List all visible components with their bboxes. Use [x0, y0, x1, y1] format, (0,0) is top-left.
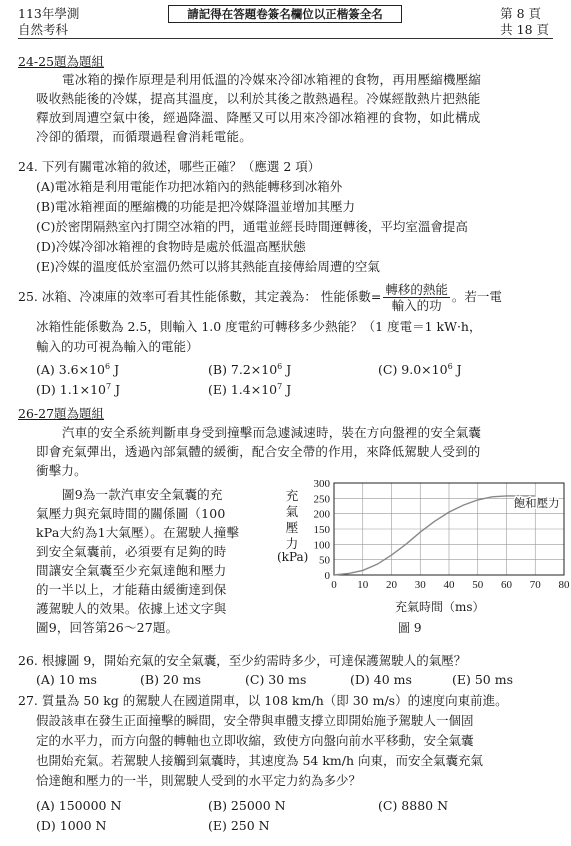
- y-label-char: 氣: [285, 504, 299, 519]
- header-rule: [18, 38, 553, 39]
- passage-line: 電冰箱的操作原理是利用低溫的冷媒來冷卻冰箱裡的食物，再用壓縮機壓縮: [62, 72, 482, 87]
- y-tick-label: 300: [313, 478, 330, 490]
- q25-line-2: 冰箱性能係數為 2.5，則輸入 1.0 度電約可轉移多少熱能？（1 度電＝1 kW·h，: [36, 319, 482, 334]
- q26-option-e: (E) 50 ms: [452, 672, 513, 687]
- signature-reminder-box: 請記得在答題卷簽名欄位以正楷簽全名: [168, 5, 402, 23]
- page-current: 第 8 頁: [500, 6, 542, 21]
- question-27-line-4: 也開始充氣。若駕駛人接觸到氣囊時，其速度為 54 km/h 向東，而安全氣囊充氣: [36, 753, 484, 768]
- x-tick-label: 20: [386, 579, 397, 591]
- q26-option-d: (D) 40 ms: [350, 672, 412, 687]
- x-tick-label: 70: [529, 579, 541, 591]
- passage-refrigerator: [36, 70, 552, 146]
- q24-option-c: (C)於密閉隔熱室內打開空冰箱的門，通電並經長時間運轉後，平均室溫會提高: [36, 219, 468, 234]
- efficiency-fraction: [383, 282, 450, 313]
- q24-option-b: (B)電冰箱裡面的壓縮機的功能是把冷媒降溫並增加其壓力: [36, 199, 355, 214]
- y-tick-label: 200: [313, 508, 330, 521]
- page-number: [500, 6, 549, 38]
- y-label-char: 壓: [285, 520, 299, 535]
- side-text-line: 護駕駛人的效果。依據上述文字與: [36, 601, 227, 616]
- question-27-line-1: 27. 質量為 50 kg 的駕駛人在國道開車，以 108 km/h（即 30 m/s）的速度向東前進。: [18, 693, 508, 708]
- q27-option-a: (A) 150000 N: [36, 798, 122, 813]
- y-label-char: 力: [285, 536, 299, 551]
- y-tick-label: 0: [324, 570, 330, 582]
- x-tick-label: 0: [331, 579, 337, 591]
- side-text-line: 間讓安全氣囊至少充氣達飽和壓力: [36, 563, 227, 578]
- q25-line-3: 輸入的功可視為輸入的電能）: [36, 339, 199, 354]
- y-tick-label: 50: [319, 554, 330, 567]
- passage-line: 冷卻的循環，而循環過程會消耗電能。: [36, 129, 252, 144]
- q26-option-b: (B) 20 ms: [140, 672, 202, 687]
- q25-stem-before: 25. 冰箱、冷凍庫的效率可看其性能係數，其定義為： 性能係數=: [18, 289, 382, 304]
- y-tick-label: 250: [313, 493, 330, 506]
- fraction-denominator: 輸入的功: [391, 298, 442, 313]
- q24-option-e: (E)冷媒的溫度低於室溫仍然可以將其熱能直接傳給周遭的空氣: [36, 259, 380, 274]
- q25-option-d: (D) $1.1\times 10^7$ J: [36, 382, 121, 398]
- y-tick-label: 150: [313, 524, 330, 536]
- chart-x-label: 充氣時間（ms）: [395, 600, 485, 614]
- airbag-pressure-chart: [280, 475, 570, 597]
- q25-stem-after: 。若一電: [451, 289, 502, 304]
- question-24-stem: 24. 下列有關電冰箱的敘述，哪些正確？（應選 2 項）: [18, 159, 321, 174]
- x-tick-label: 30: [414, 579, 426, 591]
- question-26-stem: 26. 根據圖 9，開始充氣的安全氣囊，至少約需時多少，可達保護駕駛人的氣壓？: [18, 653, 467, 668]
- x-tick-label: 10: [357, 579, 369, 591]
- side-text-line: 氣壓力與充氣時間的關係圖（100: [36, 506, 226, 521]
- question-27-line-2: 假設該車在發生正面撞擊的瞬間，安全帶與車體支撐立即開始施予駕駛人一個固: [36, 713, 474, 728]
- fraction-numerator: 轉移的熱能: [385, 282, 448, 297]
- passage-line: 衝擊力。: [36, 463, 87, 478]
- q24-option-a: (A)電冰箱是利用電能作功把冰箱內的熱能轉移到冰箱外: [36, 179, 343, 194]
- q25-option-c: (C) $9.0\times 10^6$ J: [378, 362, 462, 378]
- q25-option-e: (E) $1.4\times 10^7$ J: [208, 382, 292, 398]
- q26-option-a: (A) 10 ms: [36, 672, 97, 687]
- q24-option-d: (D)冷媒冷卻冰箱裡的食物時是處於低溫高壓狀態: [36, 239, 306, 254]
- q27-option-e: (E) 250 N: [208, 818, 270, 833]
- passage-line: 汽車的安全系統判斷車身受到撞擊而急遽減速時，裝在方向盤裡的安全氣囊: [62, 425, 482, 440]
- passage-line: 即會充氣彈出，透過內部氣體的緩衝，配合安全帶的作用，來降低駕駛人受到的: [36, 444, 481, 459]
- passage-line: 釋放到周遭空氣中後，經過降溫、降壓又可以用來冷卻冰箱裡的食物，如此構成: [36, 110, 481, 125]
- question-27-line-5: 恰達飽和壓力的一半，則駕駛人受到的水平定力約為多少？: [36, 773, 362, 788]
- exam-header-left: [18, 6, 79, 38]
- saturation-pressure-label: 飽和壓力: [513, 495, 560, 510]
- passage-airbag: [36, 423, 552, 480]
- q26-option-c: (C) 30 ms: [245, 672, 307, 687]
- group-title-26-27: 26-27題為題組: [18, 406, 105, 421]
- page-total: 共 18 頁: [500, 22, 549, 37]
- pressure-curve: [334, 496, 535, 575]
- x-tick-label: 40: [443, 579, 455, 591]
- q25-option-b: (B) $7.2\times 10^6$ J: [208, 362, 292, 378]
- side-text-line: 圖9為一款汽車安全氣囊的充: [62, 487, 223, 502]
- exam-subject: 自然考科: [18, 22, 69, 37]
- question-27-line-3: 定的水平力，而方向盤的轉軸也立即收縮，致使方向盤向前水平移動，安全氣囊: [36, 733, 474, 748]
- q27-option-d: (D) 1000 N: [36, 818, 107, 833]
- x-tick-label: 50: [472, 579, 484, 591]
- exam-year: 113年學測: [18, 6, 80, 21]
- q25-option-a: (A) $3.6\times 10^6$ J: [36, 362, 120, 378]
- side-text-line: 的一半以上，才能藉由緩衝達到保: [36, 582, 227, 597]
- group-title-24-25: 24-25題為題組: [18, 54, 105, 69]
- q27-option-b: (B) 25000 N: [208, 798, 286, 813]
- question-25-stem: [18, 282, 558, 313]
- passage-line: 吸收熱能後的冷媒，提高其溫度，以利於其後之散熱過程。冷媒經散熱片把熱能: [36, 91, 481, 106]
- side-text-line: kPa大約為1大氣壓）。在駕駛人撞擊: [36, 525, 240, 540]
- x-tick-label: 80: [558, 579, 570, 591]
- y-tick-label: 100: [313, 539, 330, 552]
- side-text-line: 圖9，回答第26～27題。: [36, 620, 179, 635]
- chart-y-unit: (kPa): [277, 550, 309, 564]
- side-text-line: 到安全氣囊前，必須要有足夠的時: [36, 544, 227, 559]
- passage-figure-description: [36, 485, 271, 637]
- y-label-char: 充: [285, 488, 299, 503]
- x-tick-label: 60: [501, 579, 512, 591]
- q27-option-c: (C) 8880 N: [378, 798, 449, 813]
- figure-caption: 圖 9: [398, 621, 422, 635]
